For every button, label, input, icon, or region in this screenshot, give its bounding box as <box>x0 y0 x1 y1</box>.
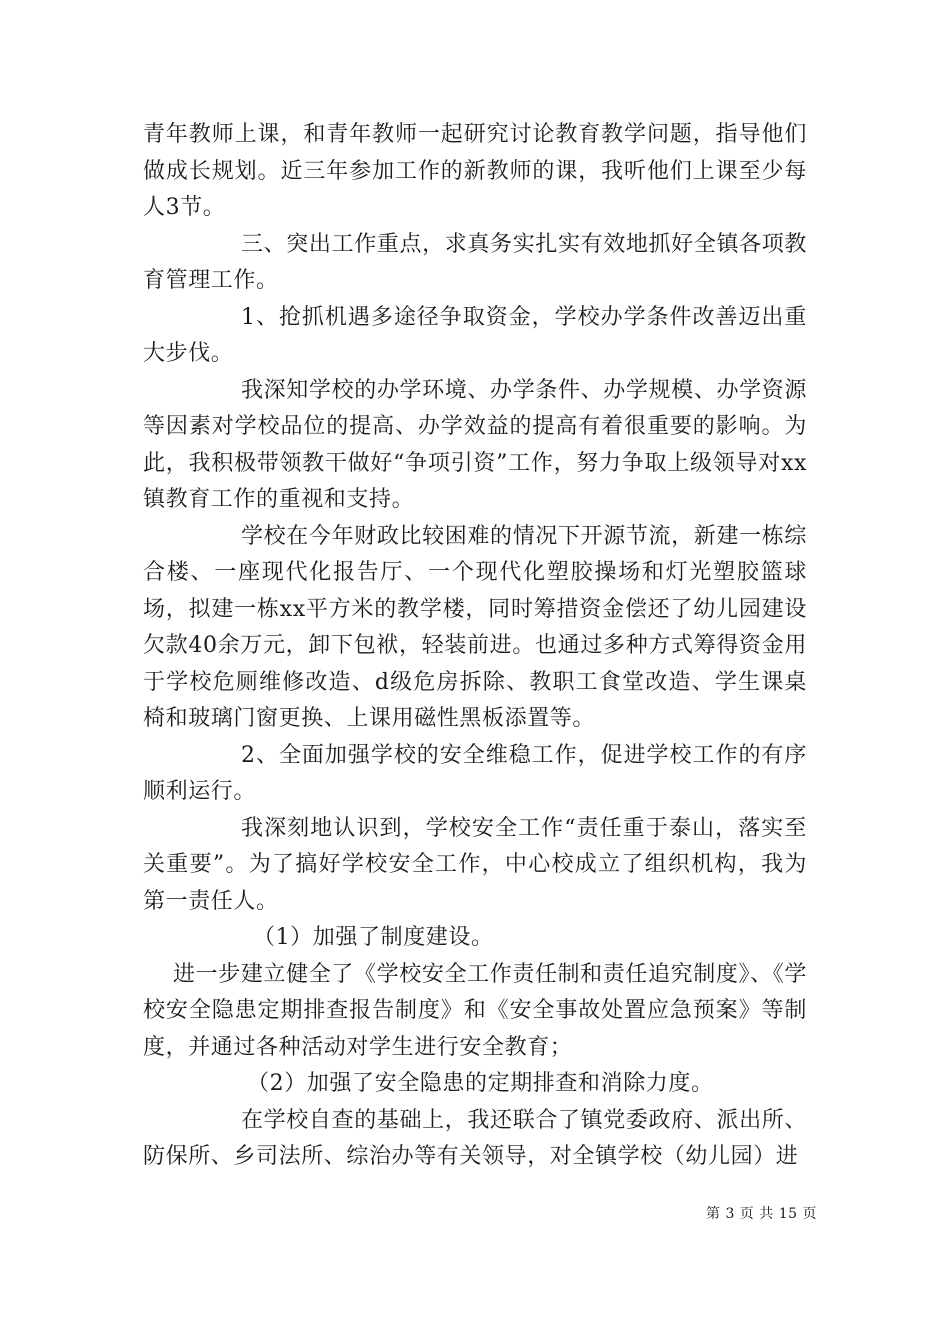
paragraph-environment: 我深知学校的办学环境、办学条件、办学规模、办学资源等因素对学校品位的提高、办学效益的提高有着很重要的影响。为此，我积极带领教干做好“争项引资”工作，努力争取上级领导对xx镇教育工作的重视和支持。 <box>143 377 807 512</box>
section-heading-three: 三、突出工作重点，求真务实扎实有效地抓好全镇各项教育管理工作。 <box>143 231 807 293</box>
subheading-funding: 1、抢抓机遇多途径争取资金，学校办学条件改善迈出重大步伐。 <box>143 304 807 366</box>
subheading-system-building: （1）加强了制度建设。 <box>253 925 494 950</box>
subheading-safety: 2、全面加强学校的安全维稳工作，促进学校工作的有序顺利运行。 <box>143 742 807 804</box>
paragraph-teacher-guidance: 青年教师上课，和青年教师一起研究讨论教育教学问题，指导他们做成长规划。近三年参加工作的新教师的课，我听他们上课至少每人3节。 <box>143 122 807 220</box>
document-body <box>143 117 807 1176</box>
paragraph-safety-awareness: 我深刻地认识到，学校安全工作“责任重于泰山，落实至关重要”。为了搞好学校安全工作，中心校成立了组织机构，我为第一责任人。 <box>143 815 807 914</box>
paragraph-construction: 学校在今年财政比较困难的情况下开源节流，新建一栋综合楼、一座现代化报告厅、一个现代化塑胶操场和灯光塑胶篮球场，拟建一栋xx平方米的教学楼，同时筹措资金偿还了幼儿园建设欠款40余万元，卸下包袱，轻装前进。也通过多种方式筹得资金用于学校危厕维修改造、d级危房拆除、教职工食堂改造、学生课桌椅和玻璃门窗更换、上课用磁性黑板添置等。 <box>143 523 807 731</box>
paragraph-joint-inspection: 在学校自查的基础上，我还联合了镇党委政府、派出所、防保所、乡司法所、综治办等有关领导，对全镇学校（幼儿园）进 <box>143 1107 807 1169</box>
page-number-footer: 第 3 页 共 15 页 <box>706 1206 817 1222</box>
paragraph-regulations: 进一步建立健全了《学校安全工作责任制和责任追究制度》、《学校安全隐患定期排查报告制度》和《安全事故处置应急预案》等制度，并通过各种活动对学生进行安全教育； <box>143 961 807 1060</box>
subheading-hazard-inspection: （2）加强了安全隐患的定期排查和消除力度。 <box>247 1071 714 1096</box>
